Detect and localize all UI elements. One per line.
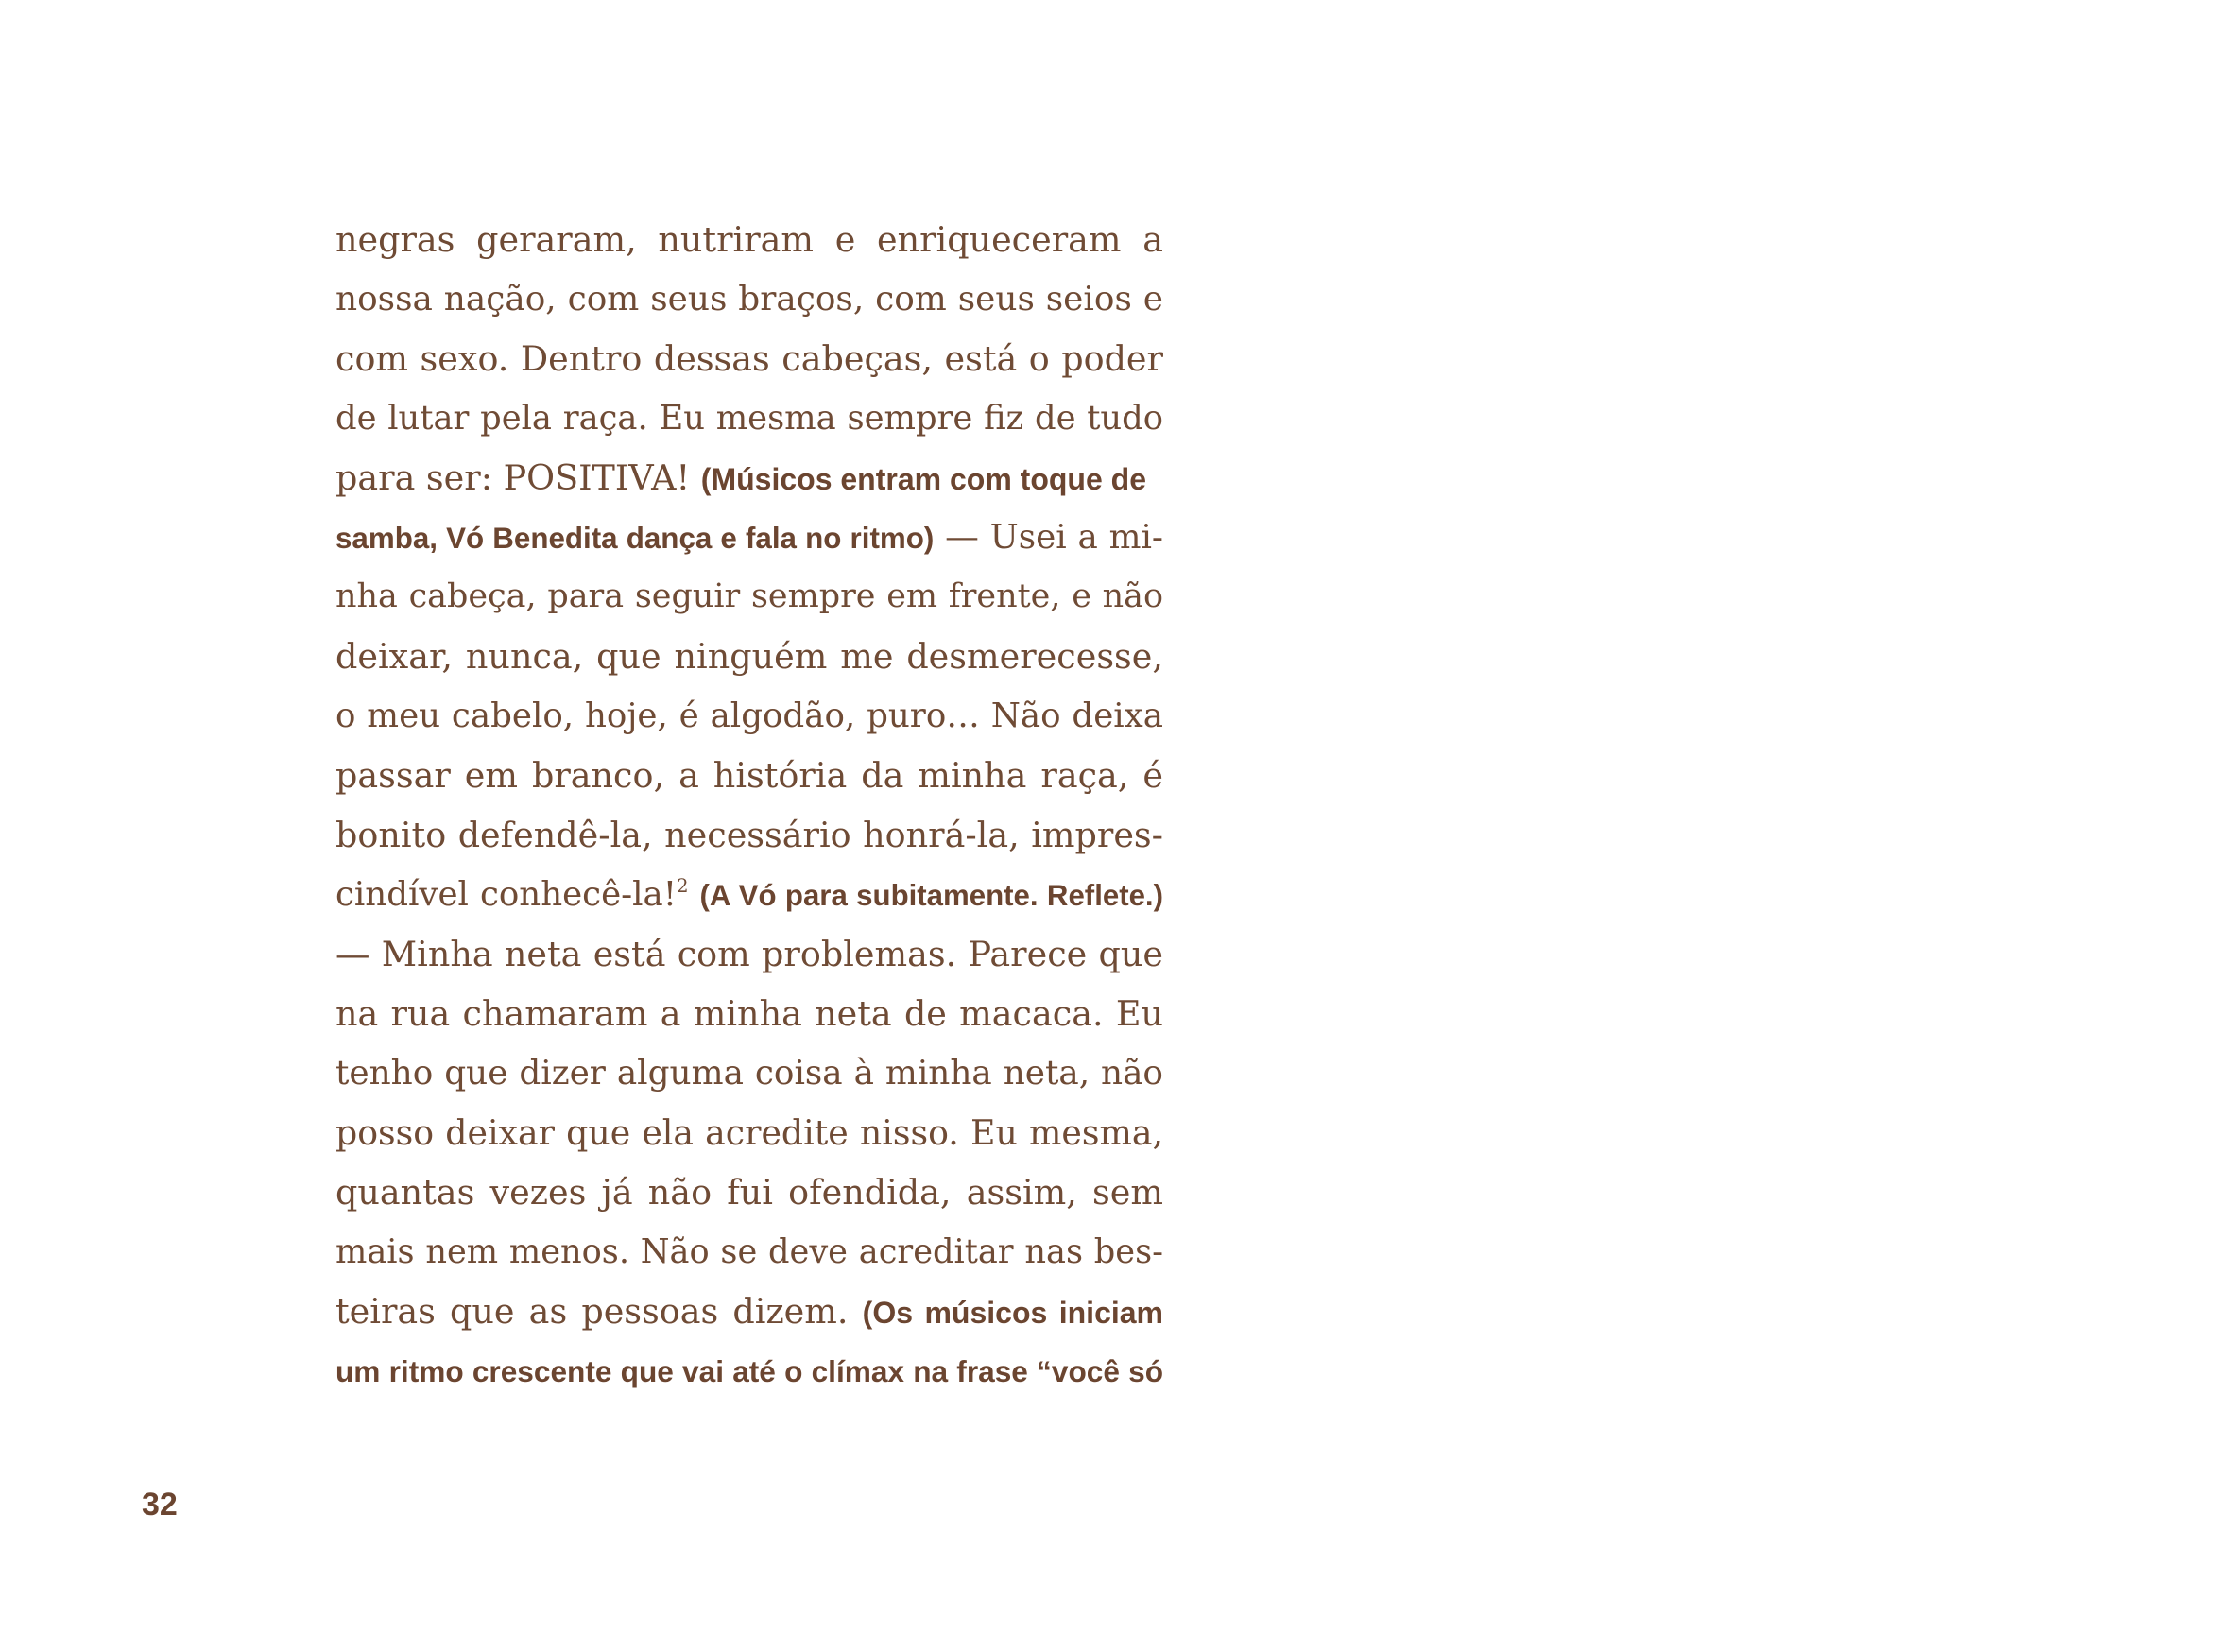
- text-line: [335, 1222, 1163, 1282]
- text-line: [335, 1162, 1163, 1222]
- dialogue-text: na rua chamaram a minha neta de macaca. Eu: [335, 993, 1163, 1034]
- dialogue-text: cindível conhecê-la!: [335, 875, 678, 914]
- dialogue-text: — Usei a mi-: [934, 518, 1163, 557]
- page-number: 32: [142, 1487, 178, 1523]
- text-line: [335, 746, 1163, 805]
- dialogue-text: — Minha neta está com problemas. Parece que: [335, 934, 1163, 974]
- text-line: [335, 269, 1163, 329]
- dialogue-text: [688, 875, 699, 914]
- body-text-block: [335, 210, 1163, 1401]
- dialogue-text: de lutar pela raça. Eu mesma sempre fiz de tudo: [335, 399, 1163, 438]
- stage-direction: (Músicos entram com toque de: [700, 462, 1146, 496]
- text-line: [335, 984, 1163, 1043]
- text-line: [335, 805, 1163, 865]
- dialogue-text: o meu cabelo, hoje, é algodão, puro… Não deixa: [335, 697, 1163, 735]
- dialogue-text: bonito defendê-la, necessário honrá-la, impres-: [335, 815, 1163, 855]
- text-line: [335, 1341, 1163, 1401]
- footnote-marker: 2: [677, 875, 689, 897]
- text-line: [335, 924, 1163, 984]
- text-line: [335, 448, 1163, 508]
- dialogue-text: negras geraram, nutriram e enriqueceram a: [335, 219, 1163, 260]
- text-line: [335, 210, 1163, 269]
- dialogue-text: posso deixar que ela acredite nisso. Eu mesma,: [335, 1112, 1163, 1153]
- stage-direction: samba, Vó Benedita dança e fala no ritmo): [335, 522, 935, 555]
- text-line: [335, 1282, 1163, 1341]
- dialogue-text: nossa nação, com seus braços, com seus seios e: [335, 280, 1163, 318]
- dialogue-text: para ser: POSITIVA!: [335, 457, 701, 498]
- text-line: [335, 1103, 1163, 1162]
- stage-direction: (Os músicos iniciam: [862, 1296, 1163, 1330]
- dialogue-text: teiras que as pessoas dizem.: [335, 1291, 863, 1332]
- dialogue-text: com sexo. Dentro dessas cabeças, está o poder: [335, 338, 1163, 379]
- text-line: [335, 686, 1163, 746]
- dialogue-text: deixar, nunca, que ninguém me desmerecesse,: [335, 636, 1163, 677]
- dialogue-text: mais nem menos. Não se deve acreditar nas bes-: [335, 1232, 1163, 1271]
- text-line: [335, 1043, 1163, 1103]
- text-line: [335, 508, 1163, 567]
- text-line: [335, 388, 1163, 448]
- text-line: [335, 627, 1163, 686]
- stage-direction: (A Vó para subitamente. Reflete.): [699, 879, 1163, 912]
- dialogue-text: quantas vezes já não fui ofendida, assim, sem: [335, 1172, 1163, 1213]
- dialogue-text: passar em branco, a história da minha raça, é: [335, 755, 1163, 796]
- dialogue-text: tenho que dizer alguma coisa à minha neta, não: [335, 1054, 1163, 1093]
- text-line: [335, 567, 1163, 627]
- text-line: [335, 865, 1163, 924]
- stage-direction: um ritmo crescente que vai até o clímax na frase “você só: [335, 1354, 1163, 1388]
- text-line: [335, 329, 1163, 388]
- dialogue-text: nha cabeça, para seguir sempre em frente, e não: [335, 577, 1163, 615]
